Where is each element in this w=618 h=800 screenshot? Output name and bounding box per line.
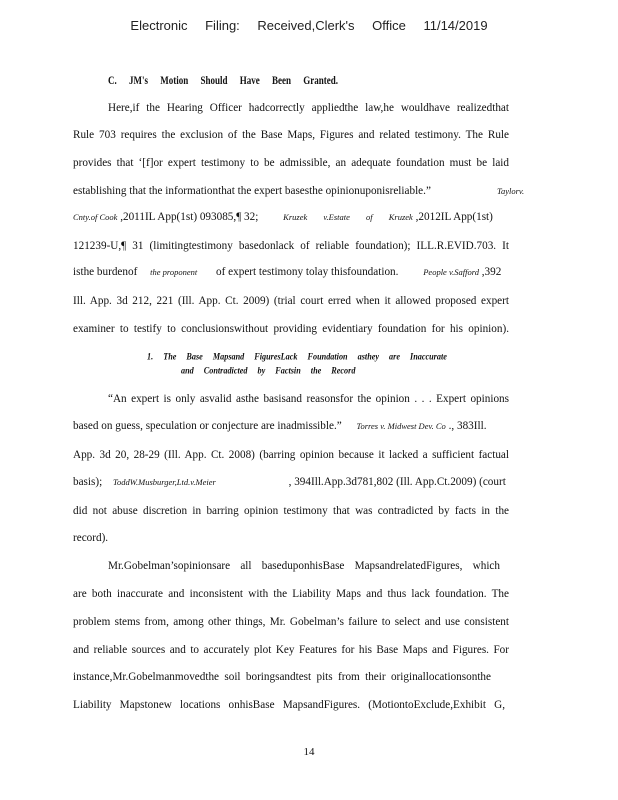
- page-number: 14: [303, 746, 315, 758]
- text-line: 121239-U,¶ 31 (limitingtestimony basedonlack of reliable foundation); ILL.R.EVID.703. It: [73, 240, 509, 252]
- text-line: problem stems from, among other things, Mr. Gobelman’s failure to select and use consistent: [73, 616, 509, 628]
- text-line: Liability Mapstonew locations onhisBase MapsandFigures. (MotiontoExclude,Exhibit G,: [73, 699, 505, 711]
- text-line: isthe burdenof the proponent of expert testimony tolay thisfoundation. People v.Safford ,392: [73, 266, 502, 278]
- text-line: “An expert is only asvalid asthe basisand reasonsfor the opinion . . . Expert opinions: [108, 393, 509, 405]
- case-citation: Kruzek v.Estate of Kruzek: [283, 212, 413, 222]
- text-line: Here,if the Hearing Officer hadcorrectly appliedthe law,he wouldhave realizedthat: [108, 102, 509, 114]
- text-line: Mr.Gobelman’sopinionsare all baseduponhisBase MapsandrelatedFigures, which: [108, 560, 500, 572]
- section-heading: C. JM's Motion Should Have Been Granted.: [108, 74, 339, 87]
- case-citation: People v.Safford: [423, 267, 479, 277]
- text-line: are both inaccurate and inconsistent with the Liability Maps and thus lack foundation. The: [73, 588, 509, 600]
- subheading: 1. The Base Mapsand FiguresLack Foundation asthey are Inaccurate: [147, 351, 447, 362]
- text-line: instance,Mr.Gobelmanmovedthe soil boringsandtest pits from their originallocationsonthe: [73, 671, 491, 683]
- text-line: Ill. App. 3d 212, 221 (Ill. App. Ct. 2009) (trial court erred when it allowed proposed expert: [73, 295, 509, 307]
- text-line: Cnty.of Cook ,2011IL App(1st) 093085,¶ 32; Kruzek v.Estate of Kruzek ,2012IL App(1st): [73, 211, 493, 223]
- case-citation: Taylorv.: [497, 186, 525, 196]
- text-line: establishing that the informationthat the expert basesthe opinionuponisreliable.”: [73, 185, 431, 197]
- text-line: App. 3d 20, 28-29 (Ill. App. Ct. 2008) (barring opinion because it lacked a sufficient factual: [73, 449, 509, 461]
- case-citation: the proponent: [150, 267, 198, 277]
- text-line: examiner to testify to conclusionswithout providing evidentiary foundation for his opinion).: [73, 323, 509, 335]
- text-line: basis); ToddW.Musburger,Ltd.v.Meier , 394Ill.App.3d781,802 (Ill. App.Ct.2009) (court: [73, 476, 506, 488]
- case-citation: Torres v. Midwest Dev. Co: [356, 421, 446, 431]
- text-line: based on guess, speculation or conjecture are inadmissible.” Torres v. Midwest Dev. Co ., 383Ill.: [73, 420, 487, 432]
- case-citation: ToddW.Musburger,Ltd.v.Meier: [113, 477, 216, 487]
- text-line: record).: [73, 532, 109, 544]
- text-line: and reliable sources and to accurately plot Key Features for his Base Maps and Figures. For: [73, 644, 509, 656]
- text-line: did not abuse discretion in barring opinion testimony that was contradicted by facts in the: [73, 505, 509, 517]
- text-line: provides that ‘[f]or expert testimony to be admissible, an adequate foundation must be laid: [73, 157, 509, 169]
- filing-header: Electronic Filing: Received,Clerk's Office 11/14/2019: [130, 18, 488, 33]
- case-citation: Cnty.of Cook: [73, 212, 118, 222]
- text-line: Rule 703 requires the exclusion of the Base Maps, Figures and related testimony. The Rule: [73, 129, 509, 141]
- subheading: and Contradicted by Factsin the Record: [181, 365, 356, 376]
